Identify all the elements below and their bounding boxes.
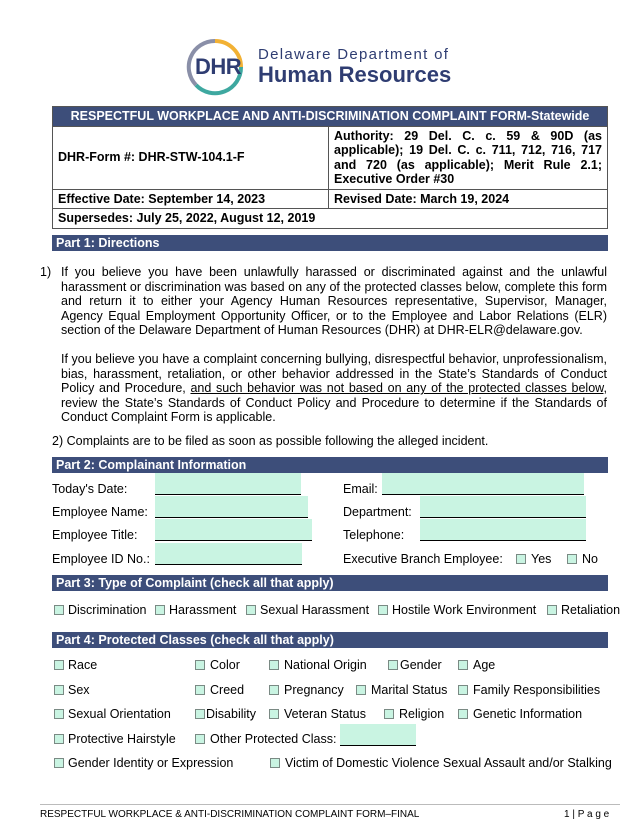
class-race-label: Race [68,658,98,672]
complaint-discrimination-label: Discrimination [68,603,147,617]
exec-branch-label: Executive Branch Employee: [343,552,503,566]
class-race-checkbox[interactable] [54,660,64,670]
email-label: Email: [343,482,378,496]
class-religion-label: Religion [399,707,445,721]
class-pregnancy-checkbox[interactable] [269,685,279,695]
class-color-label: Color [210,658,240,672]
class-color-checkbox[interactable] [195,660,205,670]
class-other-label: Other Protected Class: [210,732,337,746]
exec-branch-yes-checkbox[interactable] [516,554,526,564]
effective-date: Effective Date: September 14, 2023 [53,189,329,209]
class-disability-label: Disability [206,707,257,721]
complaint-sexual-harassment-checkbox[interactable] [246,605,256,615]
class-age-checkbox[interactable] [458,660,468,670]
class-family-label: Family Responsibilities [473,683,601,697]
class-hairstyle-checkbox[interactable] [54,734,64,744]
todays-date-label: Today's Date: [52,482,128,496]
exec-branch-no-label: No [582,552,598,566]
footer-divider [40,804,620,805]
logo-org-line: Delaware Department of [258,46,450,63]
email-field[interactable] [382,473,584,495]
part4-header: Part 4: Protected Classes (check all that apply) [52,632,608,648]
directions-p2-text: If you believe you have a complaint concerning bullying, disrespectful behavior, unprofessionalism, bias, harassment, retaliation, or other behavior addressed in the State’s Standards of Conduct Policy and Procedure, [61,351,607,396]
directions-item2: 2) Complaints are to be filed as soon as possible following the alleged incident. [52,434,489,448]
class-marital-status-label: Marital Status [371,683,448,697]
complaint-harassment-checkbox[interactable] [155,605,165,615]
employee-id-field[interactable] [155,543,302,565]
class-pregnancy-label: Pregnancy [284,683,344,697]
class-domestic-violence-label: Victim of Domestic Violence Sexual Assault and/or Stalking [285,756,612,770]
class-sex-checkbox[interactable] [54,685,64,695]
class-sex-label: Sex [68,683,90,697]
complaint-retaliation-label: Retaliation [561,603,621,617]
supersedes: Supersedes: July 25, 2022, August 12, 2019 [53,209,608,229]
class-gender-checkbox[interactable] [388,660,398,670]
form-title-banner: RESPECTFUL WORKPLACE AND ANTI-DISCRIMINATION COMPLAINT FORM-Statewide [53,107,608,127]
directions-paragraph2 [61,352,607,425]
directions-item1 [61,265,607,425]
employee-title-label: Employee Title: [52,528,138,542]
class-religion-checkbox[interactable] [384,709,394,719]
todays-date-field[interactable] [155,473,301,495]
class-genetic-checkbox[interactable] [458,709,468,719]
logo-org-name: Human Resources [258,62,452,87]
class-age-label: Age [473,658,496,672]
telephone-field[interactable] [420,519,586,541]
class-veteran-checkbox[interactable] [269,709,279,719]
telephone-label: Telephone: [343,528,405,542]
complaint-discrimination-checkbox[interactable] [54,605,64,615]
complaint-harassment-label: Harassment [169,603,237,617]
logo-abbreviation: DHR [195,54,242,79]
directions-paragraph1: If you believe you have been unlawfully harassed or discriminated against and the unlawful harassment or discrimination was based on any of the protected classes below, complete this form and return it to either your Agency Human Resources representative, Supervisor, Manager, Agency Equal Employment Opportunity Officer, or to the Employee and Labor Relations (ELR) section of the Delaware Department of Human Resources (DHR) at DHR-ELR@delaware.gov. [61,265,607,338]
class-veteran-label: Veteran Status [284,707,367,721]
class-other-checkbox[interactable] [195,734,205,744]
class-gender-label: Gender [400,658,442,672]
class-disability-checkbox[interactable] [195,709,205,719]
dhr-logo [186,38,476,96]
item1-number: 1) [40,265,52,279]
employee-id-label: Employee ID No.: [52,552,150,566]
directions-p2-text-end: , review the State’s Standards of Conduct Policy and Procedure to determine if the Standards of Conduct Complaint Form is applicable. [61,381,607,425]
part3-header: Part 3: Type of Complaint (check all that apply) [52,575,608,591]
department-field[interactable] [420,496,586,518]
class-creed-checkbox[interactable] [195,685,205,695]
class-national-origin-label: National Origin [284,658,367,672]
footer-page-number: 1 | P a g e [564,809,610,820]
class-domestic-violence-checkbox[interactable] [270,758,280,768]
class-hairstyle-label: Protective Hairstyle [68,732,176,746]
employee-name-label: Employee Name: [52,505,148,519]
class-gender-identity-checkbox[interactable] [54,758,64,768]
employee-title-field[interactable] [155,519,312,541]
class-sexual-orientation-checkbox[interactable] [54,709,64,719]
form-number: DHR-Form #: DHR-STW-104.1-F [53,126,329,189]
footer-form-name: RESPECTFUL WORKPLACE & ANTI-DISCRIMINATION COMPLAINT FORM–FINAL [40,809,420,820]
complaint-hostile-environment-label: Hostile Work Environment [392,603,537,617]
form-authority: Authority: 29 Del. C. c. 59 & 90D (as applicable); 19 Del. C. c. 711, 712, 716, 717 and 720 (as applicable); Merit Rule 2.1; Executive Order #30 [329,126,608,189]
exec-branch-yes-label: Yes [531,552,552,566]
class-marital-status-checkbox[interactable] [356,685,366,695]
directions-p2-underlined: and such behavior was not based on any of the protected classes below [190,381,604,396]
class-national-origin-checkbox[interactable] [269,660,279,670]
department-label: Department: [343,505,412,519]
complaint-sexual-harassment-label: Sexual Harassment [260,603,370,617]
class-sexual-orientation-label: Sexual Orientation [68,707,171,721]
other-class-field[interactable] [340,724,416,746]
part2-header: Part 2: Complainant Information [52,457,608,473]
class-gender-identity-label: Gender Identity or Expression [68,756,234,770]
class-family-checkbox[interactable] [458,685,468,695]
revised-date: Revised Date: March 19, 2024 [329,189,608,209]
exec-branch-no-checkbox[interactable] [567,554,577,564]
complaint-retaliation-checkbox[interactable] [547,605,557,615]
employee-name-field[interactable] [155,496,308,518]
part1-header: Part 1: Directions [52,235,608,251]
class-creed-label: Creed [210,683,245,697]
form-header-table [52,106,608,229]
class-genetic-label: Genetic Information [473,707,583,721]
complaint-hostile-environment-checkbox[interactable] [378,605,388,615]
